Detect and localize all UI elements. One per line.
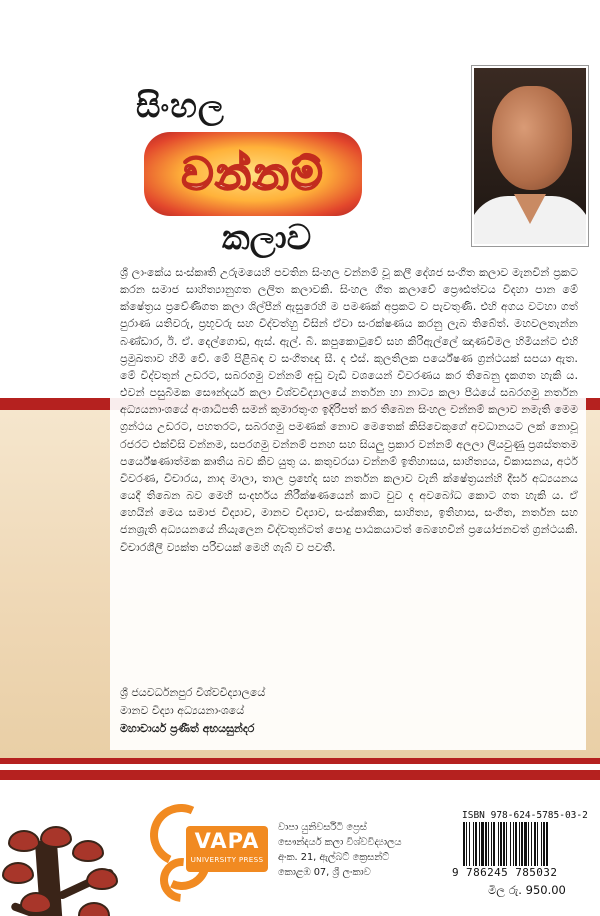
barcode-bar — [481, 822, 484, 866]
tree-leaf — [86, 868, 118, 890]
bottom-red-band — [0, 758, 600, 764]
book-title-logo — [136, 86, 366, 261]
book-price: මිල රු. 950.00 — [488, 883, 566, 897]
bottom-red-band-2 — [0, 770, 600, 780]
barcode-bar — [541, 822, 542, 866]
barcode-bar — [503, 822, 505, 866]
reviewer-university: ශ්‍රී ජයවර්ධනපුර විශ්වවිද්‍යාලයේ — [120, 686, 266, 699]
publisher-name: වාපා යුනිවර්සිටි ප්‍රෙස් — [278, 822, 367, 833]
title-line-2-badge — [144, 132, 362, 216]
tree-leaf — [2, 862, 34, 884]
barcode-bar — [498, 822, 499, 866]
barcode-bar — [466, 822, 467, 866]
barcode-bar — [473, 822, 474, 866]
barcode-bar — [488, 822, 489, 866]
publisher-institution: සෞන්දර්ය කලා විශ්වවිද්‍යාලය — [278, 837, 402, 848]
tree-leaf — [8, 830, 40, 852]
barcode-bar — [506, 822, 507, 866]
barcode-bar — [528, 822, 529, 866]
barcode-bar — [469, 822, 470, 866]
barcode-bar — [531, 822, 532, 866]
barcode-bar — [491, 822, 492, 866]
author-photo — [472, 66, 588, 246]
barcode-bar — [524, 822, 527, 866]
barcode-bar — [475, 822, 477, 866]
barcode-bar — [537, 822, 538, 866]
publisher-city: කොළඹ 07, ශ්‍රී ලංකාව — [278, 867, 371, 878]
tree-leaf — [72, 840, 104, 862]
back-cover-blurb: ශ්‍රී ලාංකේය සංස්කෘති උරුමයෙහි පවතින සිංහල වන්නම් වූ කලී දේශජ සංගීත කලාව මැනවින් ප්‍රකට කරන සමාජ සාහිත්‍යානුගත ලලිත කලාවකි. සිංහල ගීත කලාවේ ප්‍රෞඪත්වය විදහා පාන මේ ක්ෂේත්‍රය ප්‍රවේණිගත කලා ශිල්පීන් ඇසුරෙහි ම පමණක් අප්‍රකට ව පැවතුණි. එහි අගය වටහා ගත් පුරාණ යතිවරු, ප්‍රභූවරු සහ විද්වත්හු විසින් ඒවා සංරක්ෂණය කරනු ලැබ තිබේත්. මහවලතැන්න බණ්ඩාර, ඊ. ඒ. දෙල්ගොඩ, ඇස්. ඇල්. බී. කපුකොටුවේ සහ කිරිඇල්ලේ ඤාණවිමල හිමියන්ට එහි ප්‍රමුඛතාව හිමි වේ. මේ පිළිබඳ ව සංගීතඥ සී. ද එස්. කුලතිලක පර්යේෂණ ග්‍රන්ථයක් සපයා ඇත. මේ විද්වතුන් උඩරට, සබරගමු වන්නම් අඩු වැඩි වශයෙන් විවරණය කර තිබෙනු දැකගත හැකි ය. එවන් පසුබිමක සෞන්දර්ය කලා විශ්වවිද්‍යාලයේ නර්තන හා නාට්‍ය කලා පීඨයේ සබරගමු නර්තන අධ්‍යයනාංශයේ අංශාධිපති සමන් කුමාරතුංග ඉදිරිපත් කර තිබෙන සිංහල වන්නම් කලාව නමැති මෙම ග්‍රන්ථය උඩරට, පහතරට, සබරගමු පමණක් නොව මෙතෙක් කිසිවෙකුගේ අවධානයට ලක් නොවූ රජරට එක්විසි වන්නම, සපරගමු වන්නම් පනහ සහ සියලු ප්‍රකාර වන්නම් අලලා ලියවුණු ප්‍රශස්තතම පර්යේෂණාත්මක කෘතිය බව කිව යුතු ය. කතුවරයා වන්නම් ඉතිහාසය, සාහිත්‍යය, විකාසනය, අර්ථ විවරණ, විචාරය, නාද මාලා, තාල ප්‍රභේද සහ නර්තන කලාව වැනි ක්ෂේත්‍රයන්හි දීර්ඝ අධ්‍යයනය යෙදී තිබෙන බව මෙහි සංදර්භය නිරීක්ෂණයෙන් කාට වුව ද අවබෝධ කොට ගත හැකි ය. ඒ හෙයින් මෙය සමාජ විද්‍යාව, මානව විද්‍යාව, සංස්කෘතික, සාහිත්‍ය, ඉතිහාස, සංගීත, නර්තන සහ ජනශ්‍රැති අධ්‍යයනයේ නියැලෙන විද්වතුන්ටත් පොදු පාඨකයාටත් බෙහෙවින් ප්‍රයෝජනවත් ග්‍රන්ථයකි. විචාරශීලී ව්‍යක්ත පරිචයක් මෙහි ගැබ් ව පවතී. — [120, 266, 578, 554]
reviewer-name: මහාචාර්ය ප්‍රණීත් අභයසුන්දර — [120, 722, 255, 735]
barcode-bar — [534, 822, 536, 866]
barcode-bar — [543, 822, 545, 866]
title-line-2: වන්නම් — [181, 148, 325, 200]
author-face — [492, 86, 572, 190]
barcode-bar — [479, 822, 480, 866]
isbn-label: ISBN 978-624-5785-03-2 — [462, 810, 588, 821]
barcode-bar — [519, 822, 520, 866]
isbn-barcode — [462, 822, 586, 866]
title-line-1: සිංහල — [136, 86, 225, 126]
title-line-3: කලාව — [222, 218, 312, 258]
barcode-bar — [515, 822, 517, 866]
publisher-logo-subtitle: UNIVERSITY PRESS — [190, 855, 264, 864]
reviewer-department: මානව විද්‍යා අධ්‍යයනාංශයේ — [120, 704, 245, 717]
barcode-bar — [485, 822, 487, 866]
barcode-bar — [546, 822, 548, 866]
barcode-number: 9 786245 785032 — [452, 866, 558, 879]
publisher-address: අංක. 21, ඇල්බට් ක්‍රෙසන්ට් — [278, 852, 390, 863]
barcode-bar — [500, 822, 502, 866]
barcode-bar — [463, 822, 465, 866]
barcode-bar — [521, 822, 523, 866]
tree-leaf — [40, 826, 72, 848]
tree-leaf — [20, 892, 52, 914]
publisher-logo-name: VAPA — [194, 829, 260, 853]
barcode-bar — [510, 822, 511, 866]
barcode-bar — [493, 822, 495, 866]
barcode-bar — [513, 822, 514, 866]
